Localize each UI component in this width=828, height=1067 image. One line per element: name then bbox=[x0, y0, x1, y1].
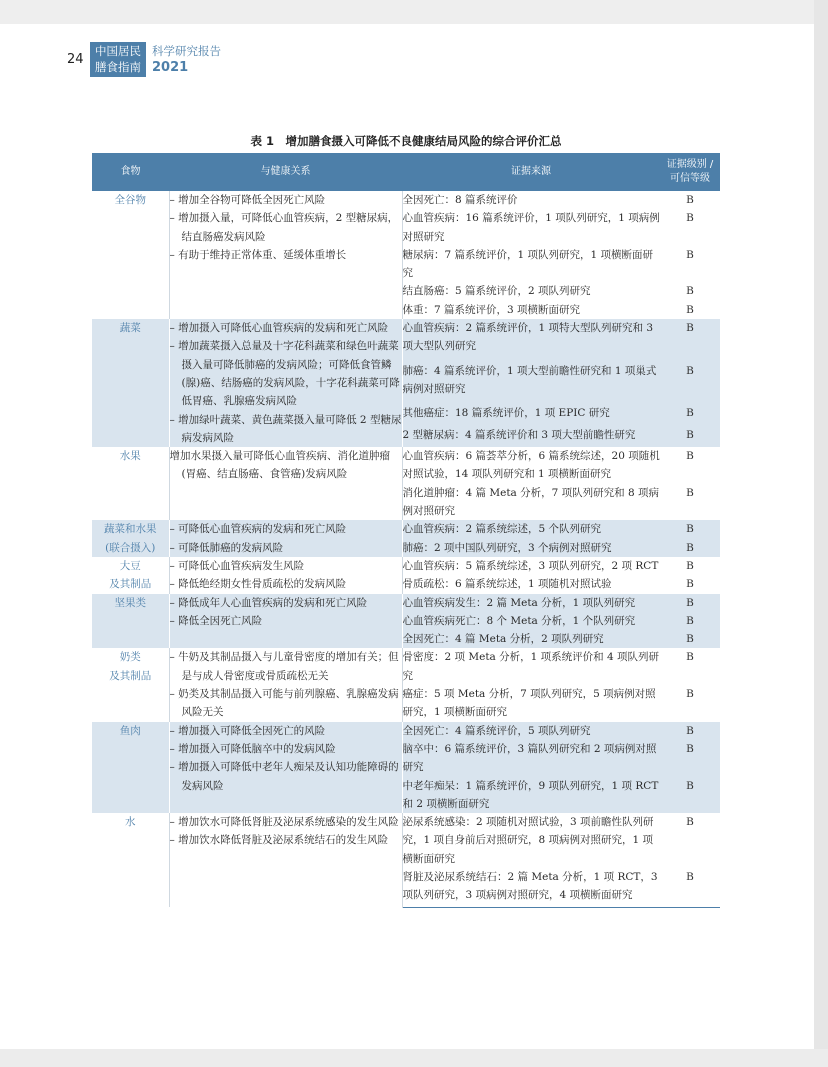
evidence-source-cell: 泌尿系统感染：2 项随机对照试验，3 项前瞻性队列研究，1 项自身前后对照研究，8 项病例对照研究，1 项横断面研究 bbox=[402, 816, 654, 865]
food-cell bbox=[92, 447, 169, 520]
brand-line-1: 中国居民 bbox=[95, 44, 141, 58]
evidence-source-cell: 心血管疾病死亡：8 个 Meta 分析，1 个队列研究 bbox=[402, 612, 660, 630]
food-name: 坚果类 bbox=[114, 596, 146, 609]
food-name: (联合摄入) bbox=[105, 541, 156, 554]
evidence-source-cell: 心血管疾病：2 篇系统综述，5 个队列研究 bbox=[402, 520, 660, 538]
health-relation-item: – 增加摄入可降低心血管疾病的发病和死亡风险 bbox=[169, 322, 389, 335]
health-relation-cell bbox=[169, 648, 402, 721]
evidence-source-cell: 心血管疾病发生：2 篇 Meta 分析，1 项队列研究 bbox=[402, 594, 660, 612]
health-relation-item: – 降低成年人心血管疾病的发病和死亡风险 bbox=[169, 596, 368, 609]
evidence-source-cell: 肺癌：2 项中国队列研究，3 个病例对照研究 bbox=[402, 539, 660, 557]
header-evidence-grade: 证据级别 / 可信等级 bbox=[660, 153, 720, 191]
health-relation-item: – 奶类及其制品摄入可能与前列腺癌、乳腺癌发病风险无关 bbox=[169, 688, 399, 719]
evidence-source-cell: 全因死亡：8 篇系统评价 bbox=[402, 194, 518, 206]
evidence-grade-cell: B bbox=[660, 362, 720, 405]
evidence-source-cell: 结直肠癌：5 篇系统评价，2 项队列研究 bbox=[402, 285, 591, 298]
evidence-grade-cell: B bbox=[686, 688, 694, 701]
table-row bbox=[92, 520, 720, 538]
food-cell bbox=[92, 319, 169, 447]
screen-bottom-bar bbox=[0, 1049, 828, 1067]
health-relation-item: – 降低绝经期女性骨质疏松的发病风险 bbox=[169, 578, 347, 591]
evidence-source-cell: 癌症：5 项 Meta 分析，7 项队列研究，5 项病例对照研究，1 项横断面研究 bbox=[402, 688, 656, 719]
health-relation-item: – 牛奶及其制品摄入与儿童骨密度的增加有关；但是与成人骨密度或骨质疏松无关 bbox=[169, 651, 399, 682]
health-relation-item: – 可降低心血管疾病发生风险 bbox=[169, 559, 305, 572]
evidence-grade-cell: B bbox=[686, 212, 694, 225]
evidence-grade-cell: B bbox=[660, 722, 720, 740]
table-title: 表 1 增加膳食摄入可降低不良健康结局风险的综合评价汇总 bbox=[250, 134, 562, 148]
table-row bbox=[92, 813, 720, 868]
header-health-relation: 与健康关系 bbox=[169, 153, 402, 191]
evidence-source-cell: 心血管疾病：16 篇系统评价，1 项队列研究，1 项病例对照研究 bbox=[402, 212, 660, 243]
evidence-grade-cell: B bbox=[660, 868, 720, 907]
evidence-source-cell: 肾脏及泌尿系统结石：2 篇 Meta 分析，1 项 RCT，3 项队列研究，3 项病例对照研究，4 项横断面研究 bbox=[402, 868, 660, 907]
evidence-grade-cell: B bbox=[686, 248, 694, 261]
table-row bbox=[92, 191, 720, 209]
evidence-source-cell: 全因死亡：4 篇系统评价，5 项队列研究 bbox=[402, 722, 660, 740]
evidence-source-cell: 全因死亡：4 篇 Meta 分析，2 项队列研究 bbox=[402, 630, 660, 648]
evidence-grade-cell: B bbox=[660, 777, 720, 814]
health-relation-cell bbox=[169, 722, 402, 813]
health-relation-item: – 增加全谷物可降低全因死亡风险 bbox=[169, 194, 326, 206]
health-relation-cell bbox=[169, 520, 402, 557]
brand-subtitle: 科学研究报告 bbox=[152, 44, 221, 58]
health-relation-cell bbox=[169, 813, 402, 907]
evidence-grade-cell: B bbox=[686, 303, 694, 316]
health-relation-cell bbox=[169, 594, 402, 649]
health-relation-item: – 有助于维持正常体重、延缓体重增长 bbox=[169, 248, 347, 261]
health-relation-item: 增加水果摄入量可降低心血管疾病、消化道肿瘤(胃癌、结直肠癌、食管癌)发病风险 bbox=[169, 450, 390, 481]
food-name: 水 bbox=[125, 816, 136, 829]
evidence-source-cell: 体重：7 篇系统评价，3 项横断面研究 bbox=[402, 303, 581, 316]
food-name: 奶类 bbox=[119, 651, 141, 664]
evidence-grade-cell: B bbox=[660, 612, 720, 630]
evidence-grade-cell: B bbox=[660, 539, 720, 557]
evidence-grade-cell: B bbox=[686, 651, 694, 664]
health-relation-item: – 增加摄入可降低全因死亡的风险 bbox=[169, 724, 326, 737]
evidence-grade-cell: B bbox=[686, 486, 694, 499]
health-relation-item: – 增加饮水降低肾脏及泌尿系统结石的发生风险 bbox=[169, 834, 389, 847]
health-relation-cell bbox=[169, 557, 402, 594]
food-cell bbox=[92, 191, 169, 319]
food-name: 大豆 bbox=[119, 559, 141, 572]
evidence-source-cell: 骨质疏松：6 篇系统综述，1 项随机对照试验 bbox=[402, 578, 612, 591]
evidence-source-cell: 糖尿病：7 篇系统评价，1 项队列研究，1 项横断面研究 bbox=[402, 248, 654, 280]
table-row bbox=[92, 319, 720, 362]
evidence-grade-cell: B bbox=[660, 594, 720, 612]
evidence-source-cell: 心血管疾病：5 篇系统综述，3 项队列研究，2 项 RCT bbox=[402, 559, 659, 572]
food-cell bbox=[92, 557, 169, 594]
screen-top-bar bbox=[0, 0, 828, 24]
evidence-grade-cell: B bbox=[660, 520, 720, 538]
table-row bbox=[92, 594, 720, 612]
food-name: 鱼肉 bbox=[119, 724, 141, 737]
evidence-grade-cell: B bbox=[660, 319, 720, 362]
food-name: 及其制品 bbox=[109, 578, 152, 591]
food-name: 及其制品 bbox=[109, 669, 152, 682]
evidence-grade-cell: B bbox=[660, 426, 720, 447]
brand-line-2: 膳食指南 bbox=[95, 60, 141, 74]
evidence-grade-cell: B bbox=[686, 816, 694, 829]
evidence-source-cell: 心血管疾病：2 篇系统评价，1 项特大型队列研究和 3 项大型队列研究 bbox=[402, 319, 660, 362]
food-name: 水果 bbox=[119, 450, 141, 463]
evidence-source-cell: 2 型糖尿病：4 篇系统评价和 3 项大型前瞻性研究 bbox=[402, 426, 660, 447]
evidence-source-cell: 肺癌：4 篇系统评价，1 项大型前瞻性研究和 1 项巢式病例对照研究 bbox=[402, 362, 660, 405]
evidence-grade-cell: B bbox=[686, 578, 694, 591]
health-relation-item: – 增加摄入可降低脑卒中的发病风险 bbox=[169, 742, 336, 755]
table-row bbox=[92, 557, 720, 575]
table-header-row bbox=[92, 153, 720, 191]
health-relation-cell bbox=[169, 447, 402, 520]
food-name: 蔬菜 bbox=[119, 322, 141, 335]
evidence-source-cell: 其他癌症：18 篇系统评价，1 项 EPIC 研究 bbox=[402, 404, 660, 425]
evidence-grade-cell: B bbox=[686, 194, 694, 206]
table-row bbox=[92, 722, 720, 740]
evaluation-table bbox=[92, 153, 720, 908]
table-row bbox=[92, 648, 720, 685]
page-number: 24 bbox=[67, 52, 84, 67]
health-relation-cell bbox=[169, 191, 402, 319]
evidence-grade-cell: B bbox=[686, 559, 694, 572]
screen-right-edge bbox=[814, 0, 828, 1067]
food-cell bbox=[92, 594, 169, 649]
table-row bbox=[92, 447, 720, 484]
food-cell bbox=[92, 648, 169, 721]
evidence-grade-cell: B bbox=[660, 404, 720, 425]
evidence-grade-cell: B bbox=[660, 740, 720, 777]
health-relation-item: – 可降低肺癌的发病风险 bbox=[169, 541, 284, 554]
food-cell bbox=[92, 813, 169, 907]
health-relation-item: – 增加摄入量，可降低心血管疾病，2 型糖尿病，结直肠癌发病风险 bbox=[169, 212, 399, 243]
brand-year: 2021 bbox=[152, 60, 189, 75]
evidence-source-cell: 心血管疾病：6 篇荟萃分析，6 篇系统综述，20 项随机对照试验，14 项队列研究和 1 项横断面研究 bbox=[402, 450, 660, 481]
header-evidence-source: 证据来源 bbox=[402, 153, 660, 191]
evidence-source-cell: 中老年痴呆：1 篇系统评价，9 项队列研究，1 项 RCT 和 2 项横断面研究 bbox=[402, 777, 660, 814]
header-food: 食物 bbox=[92, 153, 169, 191]
health-relation-cell bbox=[169, 319, 402, 447]
evidence-source-cell: 脑卒中：6 篇系统评价，3 篇队列研究和 2 项病例对照研究 bbox=[402, 740, 660, 777]
food-name: 全谷物 bbox=[114, 194, 146, 206]
food-cell bbox=[92, 520, 169, 557]
evidence-grade-cell: B bbox=[660, 630, 720, 648]
health-relation-item: – 增加摄入可降低中老年人痴呆及认知功能障碍的发病风险 bbox=[169, 761, 399, 792]
brand-title bbox=[152, 43, 221, 76]
evidence-grade-cell: B bbox=[686, 285, 694, 298]
health-relation-item: – 增加饮水可降低肾脏及泌尿系统感染的发生风险 bbox=[169, 816, 399, 829]
health-relation-item: – 增加蔬菜摄入总量及十字花科蔬菜和绿色叶蔬菜摄入量可降低肺癌的发病风险；可降低食管鳞(腺)癌、结肠癌的发病风险，十字花科蔬菜可降低胃癌、乳腺癌发病风险 bbox=[169, 340, 400, 408]
food-name: 蔬菜和水果 bbox=[104, 523, 157, 536]
evidence-source-cell: 消化道肿瘤：4 篇 Meta 分析，7 项队列研究和 8 项病例对照研究 bbox=[402, 486, 660, 518]
evidence-grade-cell: B bbox=[686, 450, 694, 463]
health-relation-item: – 增加绿叶蔬菜、黄色蔬菜摄入量可降低 2 型糖尿病发病风险 bbox=[169, 413, 402, 444]
health-relation-item: – 降低全因死亡风险 bbox=[169, 614, 263, 627]
food-cell bbox=[92, 722, 169, 813]
brand-logo-box bbox=[90, 42, 146, 77]
evidence-source-cell: 骨密度：2 项 Meta 分析，1 项系统评价和 4 项队列研究 bbox=[402, 651, 660, 682]
health-relation-item: – 可降低心血管疾病的发病和死亡风险 bbox=[169, 523, 347, 536]
